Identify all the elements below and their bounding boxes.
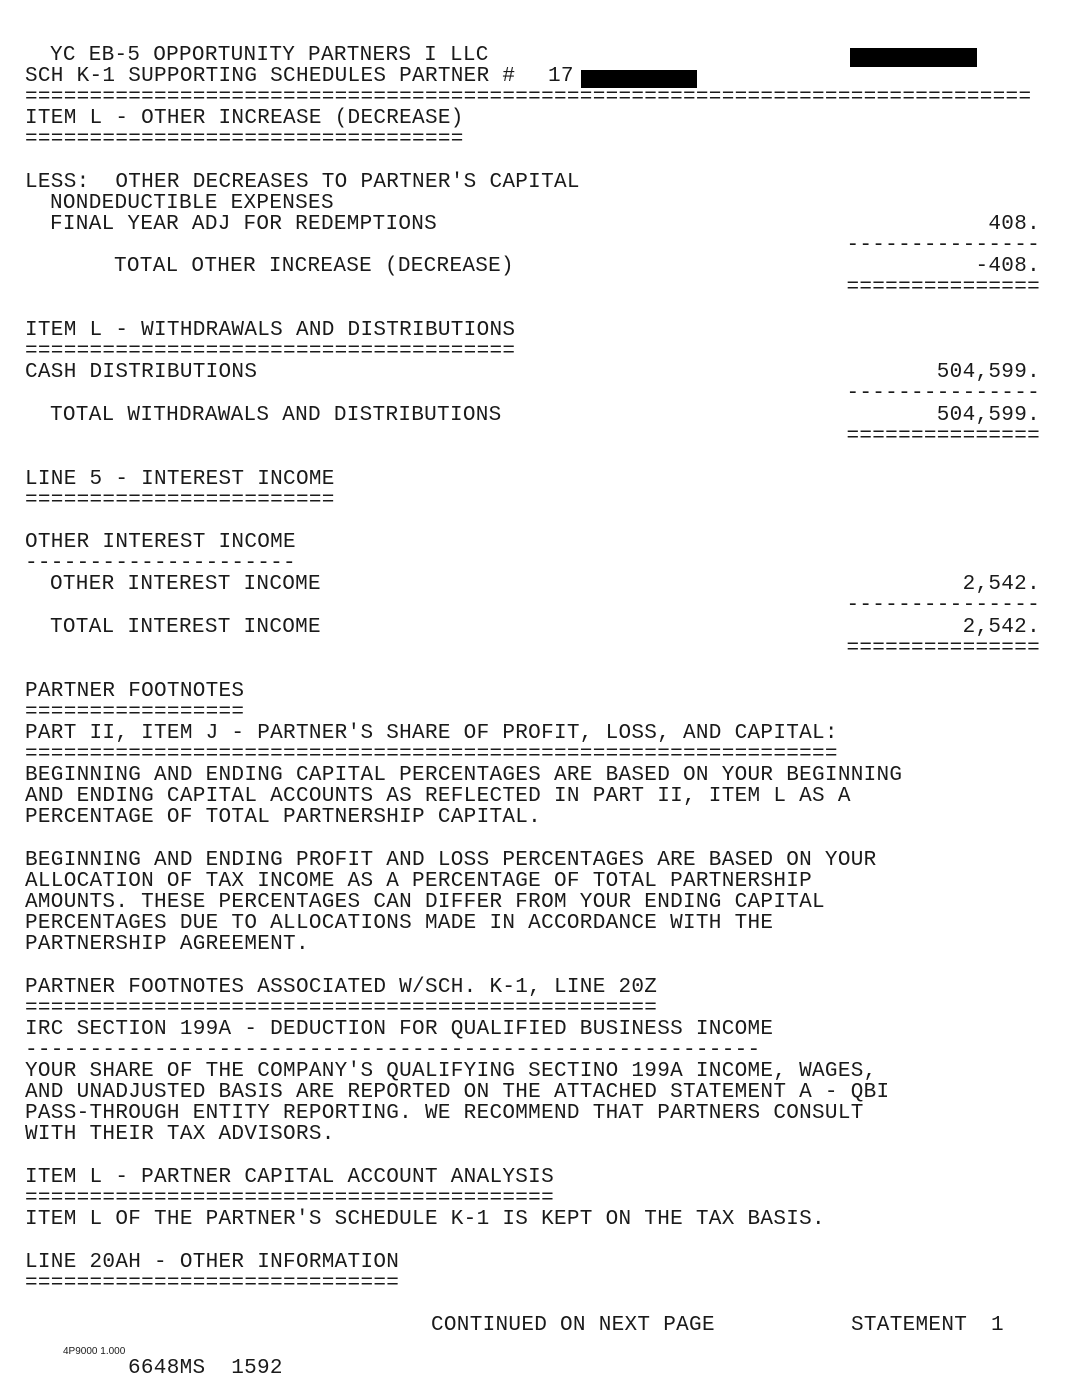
section-heading: ITEM L - WITHDRAWALS AND DISTRIBUTIONS	[25, 319, 516, 342]
total-label: TOTAL WITHDRAWALS AND DISTRIBUTIONS	[50, 404, 502, 427]
schedule-title: SCH K-1 SUPPORTING SCHEDULES PARTNER #	[25, 65, 516, 88]
subtotal-rule: ---------------	[846, 594, 1040, 617]
heading-underline: =================================================	[25, 997, 658, 1020]
line-item-label: OTHER INTEREST INCOME	[50, 573, 321, 596]
paragraph-line: WITH THEIR TAX ADVISORS.	[25, 1123, 335, 1146]
paragraph-line: AND ENDING CAPITAL ACCOUNTS AS REFLECTED IN PART II, ITEM L AS A	[25, 785, 851, 808]
heading-underline: =============================	[25, 1272, 400, 1295]
total-amount: 504,599.	[936, 404, 1040, 427]
batch-number: 6648MS 1592	[128, 1357, 283, 1380]
line-item-amount: 504,599.	[936, 361, 1040, 384]
subtotal-rule: ---------------	[846, 382, 1040, 405]
company-name: YC EB-5 OPPORTUNITY PARTNERS I LLC	[50, 44, 489, 67]
heading-underline: ======================================	[25, 340, 516, 363]
statement-label: STATEMENT	[851, 1314, 968, 1337]
double-rule: ==============================================================================	[25, 86, 1032, 109]
partner-number: 17	[548, 65, 574, 88]
paragraph-line: BEGINNING AND ENDING CAPITAL PERCENTAGES ARE BASED ON YOUR BEGINNING	[25, 764, 903, 787]
paragraph-line: AND UNADJUSTED BASIS ARE REPORTED ON THE ATTACHED STATEMENT A - QBI	[25, 1081, 890, 1104]
paragraph-line: YOUR SHARE OF THE COMPANY'S QUALIFYING SECTINO 199A INCOME, WAGES,	[25, 1060, 877, 1083]
section-heading: PARTNER FOOTNOTES ASSOCIATED W/SCH. K-1, LINE 20Z	[25, 976, 658, 999]
total-label: TOTAL INTEREST INCOME	[50, 616, 321, 639]
form-code: 4P9000 1.000	[63, 1346, 126, 1357]
total-rule: ===============	[846, 276, 1040, 299]
paragraph-line: PASS-THROUGH ENTITY REPORTING. WE RECOMMEND THAT PARTNERS CONSULT	[25, 1102, 864, 1125]
line-item-label: FINAL YEAR ADJ FOR REDEMPTIONS	[50, 213, 438, 236]
redaction-bar	[850, 48, 977, 67]
section-heading: LINE 20AH - OTHER INFORMATION	[25, 1251, 400, 1274]
section-heading: ITEM L - OTHER INCREASE (DECREASE)	[25, 107, 464, 130]
subheading: OTHER INTEREST INCOME	[25, 531, 296, 554]
paragraph-line: PERCENTAGES DUE TO ALLOCATIONS MADE IN ACCORDANCE WITH THE	[25, 912, 774, 935]
heading-underline: =================	[25, 701, 245, 724]
heading-underline: =========================================	[25, 1187, 554, 1210]
section-heading: PARTNER FOOTNOTES	[25, 680, 245, 703]
subtotal-rule: ---------------	[846, 234, 1040, 257]
line-item-amount: 408.	[988, 213, 1040, 236]
continued-note: CONTINUED ON NEXT PAGE	[431, 1314, 715, 1337]
less-label: LESS: OTHER DECREASES TO PARTNER'S CAPITAL	[25, 171, 580, 194]
paragraph-line: PERCENTAGE OF TOTAL PARTNERSHIP CAPITAL.	[25, 806, 542, 829]
total-label: TOTAL OTHER INCREASE (DECREASE)	[114, 255, 514, 278]
total-rule: ===============	[846, 637, 1040, 660]
paragraph-line: BEGINNING AND ENDING PROFIT AND LOSS PERCENTAGES ARE BASED ON YOUR	[25, 849, 877, 872]
statement-number: 1	[991, 1314, 1004, 1337]
heading-underline: ==================================	[25, 128, 464, 151]
paragraph-line: ITEM L OF THE PARTNER'S SCHEDULE K-1 IS KEPT ON THE TAX BASIS.	[25, 1208, 825, 1231]
line-item-label: CASH DISTRIBUTIONS	[25, 361, 258, 384]
paragraph-line: ALLOCATION OF TAX INCOME AS A PERCENTAGE OF TOTAL PARTNERSHIP	[25, 870, 813, 893]
section-heading: PART II, ITEM J - PARTNER'S SHARE OF PROFIT, LOSS, AND CAPITAL:	[25, 722, 838, 745]
line-item-label: NONDEDUCTIBLE EXPENSES	[50, 192, 334, 215]
line-item-amount: 2,542.	[962, 573, 1040, 596]
section-heading: ITEM L - PARTNER CAPITAL ACCOUNT ANALYSIS	[25, 1166, 554, 1189]
heading-underline: ---------------------------------------------------------	[25, 1039, 761, 1062]
heading-underline: ========================	[25, 489, 335, 512]
subheading-underline: ---------------------	[25, 552, 296, 575]
paragraph-line: PARTNERSHIP AGREEMENT.	[25, 933, 309, 956]
paragraph-line: AMOUNTS. THESE PERCENTAGES CAN DIFFER FROM YOUR ENDING CAPITAL	[25, 891, 825, 914]
total-amount: -408.	[975, 255, 1040, 278]
section-heading: LINE 5 - INTEREST INCOME	[25, 468, 335, 491]
total-rule: ===============	[846, 425, 1040, 448]
section-heading: IRC SECTION 199A - DEDUCTION FOR QUALIFIED BUSINESS INCOME	[25, 1018, 774, 1041]
total-amount: 2,542.	[962, 616, 1040, 639]
heading-underline: ===============================================================	[25, 743, 838, 766]
